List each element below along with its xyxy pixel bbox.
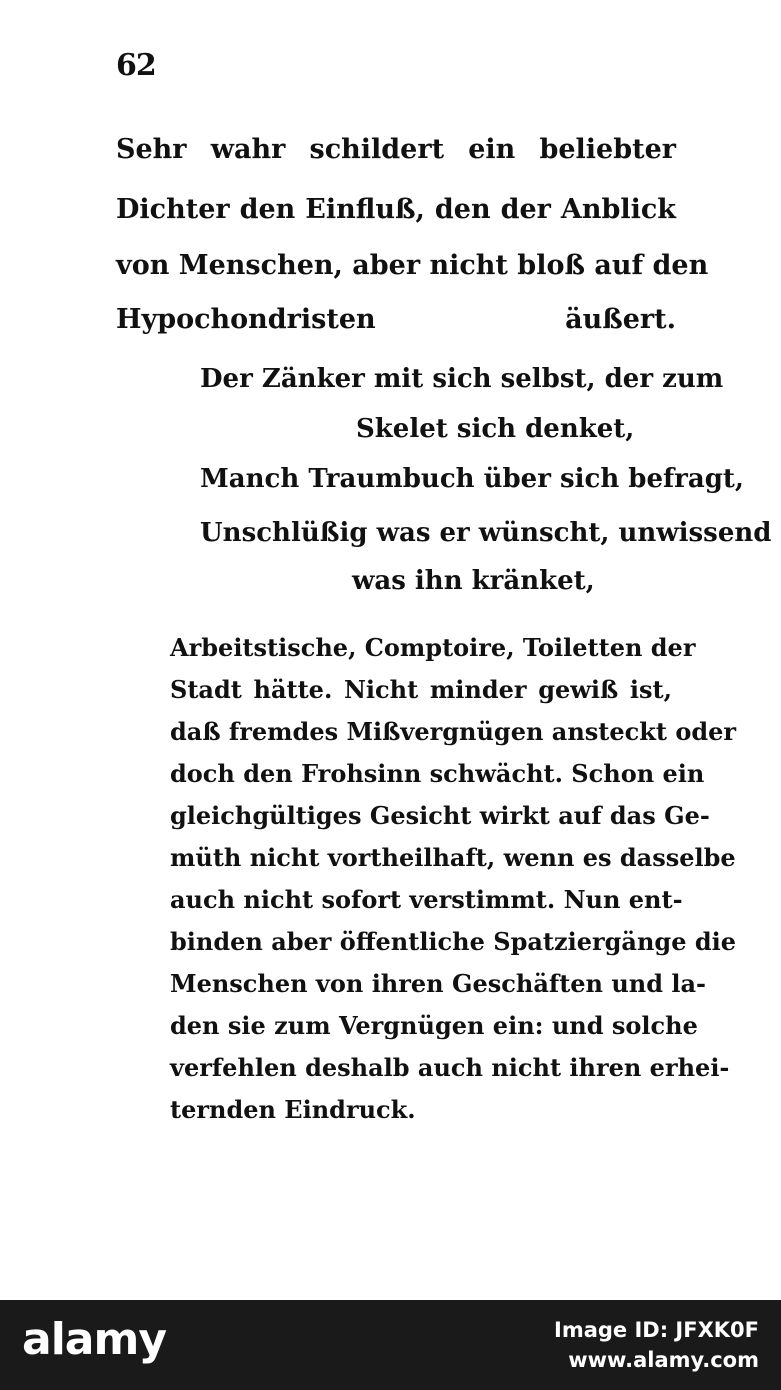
- site-url: www.alamy.com: [568, 1348, 759, 1372]
- verse-line: Unschlüßig was er wünscht, unwissend: [200, 518, 772, 548]
- intro-line: von Menschen, aber nicht bloß auf den: [116, 250, 709, 281]
- verse-line: Der Zänker mit sich selbst, der zum: [200, 364, 724, 394]
- body-line: verfehlen deshalb auch nicht ihren erhei-: [170, 1053, 730, 1082]
- body-line: den sie zum Vergnügen ein: und solche: [170, 1011, 698, 1040]
- body-line: ternden Eindruck.: [170, 1095, 416, 1124]
- body-line: daß fremdes Mißvergnügen ansteckt oder: [170, 717, 737, 746]
- body-line: Arbeitstische, Comptoire, Toiletten der: [170, 633, 696, 662]
- intro-line: Dichter den Einfluß, den der Anblick: [116, 194, 676, 225]
- brand-logo: alamy: [22, 1314, 166, 1365]
- watermark-footer: [0, 1300, 781, 1390]
- body-line: gleichgültiges Gesicht wirkt auf das Ge-: [170, 801, 710, 830]
- verse-line: was ihn kränket,: [352, 566, 595, 596]
- verse-line: Skelet sich denket,: [356, 414, 635, 444]
- body-line: Menschen von ihren Geschäften und la-: [170, 969, 707, 998]
- body-line: müth nicht vortheilhaft, wenn es dasselbe: [170, 843, 736, 872]
- page-number: 62: [116, 48, 156, 83]
- image-id-label: Image ID: JFXK0F: [554, 1318, 759, 1342]
- body-line: doch den Frohsinn schwächt. Schon ein: [170, 759, 705, 788]
- intro-line: Hypochondristen äußert.: [116, 304, 676, 335]
- body-line: Stadt hätte. Nicht minder gewiß ist,: [170, 675, 672, 704]
- verse-line: Manch Traumbuch über sich befragt,: [200, 464, 744, 494]
- body-line: auch nicht sofort verstimmt. Nun ent-: [170, 885, 683, 914]
- intro-line: Sehr wahr schildert ein beliebter: [116, 134, 676, 165]
- body-line: binden aber öffentliche Spatziergänge die: [170, 927, 737, 956]
